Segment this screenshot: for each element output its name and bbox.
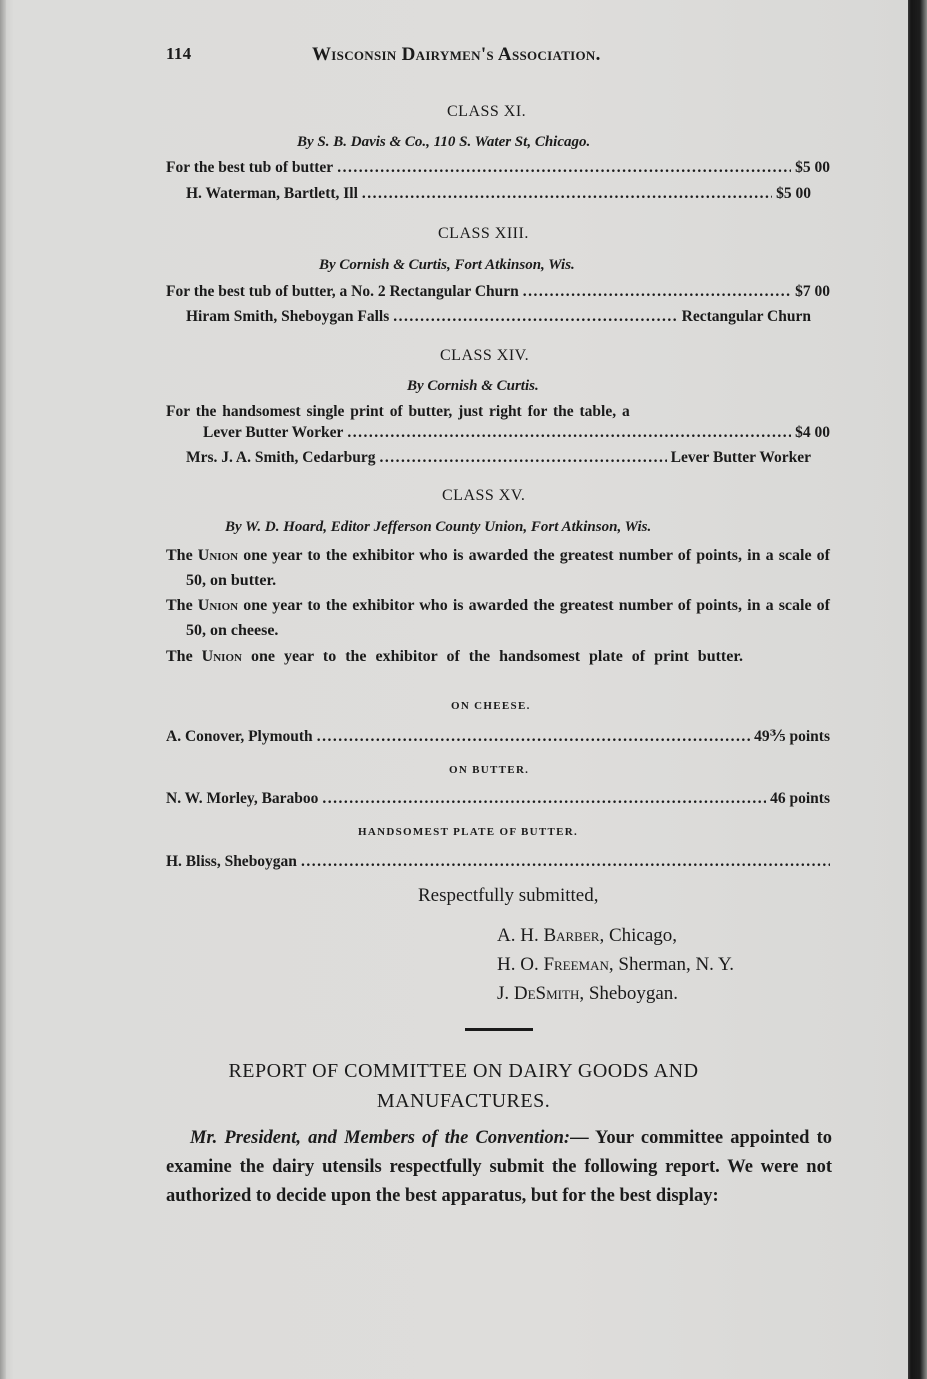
- class-xv-item-3: The Union one year to the exhibitor of the handsomest plate of print butter.: [166, 648, 743, 665]
- class-xv-item-1: The Union one year to the exhibitor who is awarded the greatest number of points, in a scale of 50, on butter.: [166, 547, 831, 589]
- report-salutation: Mr. President, and Members of the Convention:: [190, 1128, 571, 1148]
- handsomest-subhead: HANDSOMEST PLATE OF BUTTER.: [358, 826, 579, 838]
- butter-winner-name: N. W. Morley, Baraboo: [166, 790, 319, 807]
- handsomest-winner-line: [166, 853, 830, 871]
- class-xi-winner-name: H. Waterman, Bartlett, Ill: [186, 185, 358, 202]
- report-title-line2: MANUFACTURES.: [376, 1090, 551, 1112]
- class-xi-prize-value: $5 00: [795, 159, 830, 176]
- class-xiii-winner-value: Rectangular Churn: [681, 308, 811, 325]
- cheese-winner-name: A. Conover, Plymouth: [166, 728, 313, 745]
- class-xi-donor: By S. B. Davis & Co., 110 S. Water St, Chicago.: [297, 134, 591, 150]
- class-xv-donor: By W. D. Hoard, Editor Jefferson County Union, Fort Atkinson, Wis.: [225, 519, 652, 535]
- class-xiv-donor: By Cornish & Curtis.: [407, 378, 539, 394]
- running-title: Wisconsin Dairymen's Association.: [312, 44, 601, 65]
- class-xi-winner-value: $5 00: [776, 185, 811, 202]
- class-xiv-prize-value: $4 00: [795, 424, 830, 441]
- on-butter-subhead: ON BUTTER.: [449, 764, 530, 776]
- class-xiv-prize-line1: For the handsomest single print of butter, just right for the table, a: [166, 403, 630, 420]
- class-xi-winner: [186, 185, 811, 203]
- closing-text: Respectfully submitted,: [418, 885, 599, 906]
- class-xiv-winner: [186, 449, 811, 467]
- book-binding: [908, 0, 927, 1379]
- class-xiii-donor: By Cornish & Curtis, Fort Atkinson, Wis.: [319, 257, 575, 273]
- class-xv-heading: CLASS XV.: [442, 487, 526, 504]
- cheese-winner-points: 49⅗ points: [754, 728, 830, 745]
- report-title-line1: REPORT OF COMMITTEE ON DAIRY GOODS AND: [228, 1060, 699, 1082]
- section-divider: [465, 1028, 533, 1031]
- signer-1: A. H. Barber, Chicago,: [497, 925, 678, 946]
- class-xiii-prize-label: For the best tub of butter, a No. 2 Rectangular Churn: [166, 283, 519, 300]
- class-xiv-heading: CLASS XIV.: [440, 347, 530, 364]
- page-left-edge: [0, 0, 6, 1379]
- class-xiv-prize-label: Lever Butter Worker: [203, 424, 344, 441]
- class-xiii-winner: [186, 308, 811, 326]
- class-xiv-winner-value: Lever Butter Worker: [670, 449, 811, 466]
- class-xiii-prize: [166, 283, 830, 301]
- class-xi-prize-label: For the best tub of butter: [166, 159, 334, 176]
- report-body: [166, 1124, 832, 1211]
- signer-3: J. DeSmith, Sheboygan.: [497, 983, 679, 1004]
- butter-winner-line: [166, 790, 830, 808]
- page-number: 114: [166, 44, 192, 63]
- handsomest-winner-name: H. Bliss, Sheboygan: [166, 853, 297, 870]
- class-xiii-winner-name: Hiram Smith, Sheboygan Falls: [186, 308, 390, 325]
- class-xiii-heading: CLASS XIII.: [438, 225, 529, 242]
- signer-2: H. O. Freeman, Sherman, N. Y.: [497, 954, 734, 975]
- report-body-text: — Your committee appointed to examine the dairy utensils respectfully submit the following report. We were not authorized to decide upon the best apparatus, but for the best display:: [166, 1128, 832, 1206]
- butter-winner-points: 46 points: [770, 790, 830, 807]
- class-xi-prize: [166, 159, 830, 177]
- class-xi-heading: CLASS XI.: [447, 103, 527, 120]
- class-xv-item-2: The Union one year to the exhibitor who is awarded the greatest number of points, in a scale of 50, on cheese.: [166, 597, 831, 639]
- class-xiv-winner-name: Mrs. J. A. Smith, Cedarburg: [186, 449, 376, 466]
- class-xiv-prize: [203, 424, 830, 442]
- on-cheese-subhead: ON CHEESE.: [451, 700, 531, 712]
- cheese-winner-line: [166, 726, 830, 746]
- class-xiii-prize-value: $7 00: [795, 283, 830, 300]
